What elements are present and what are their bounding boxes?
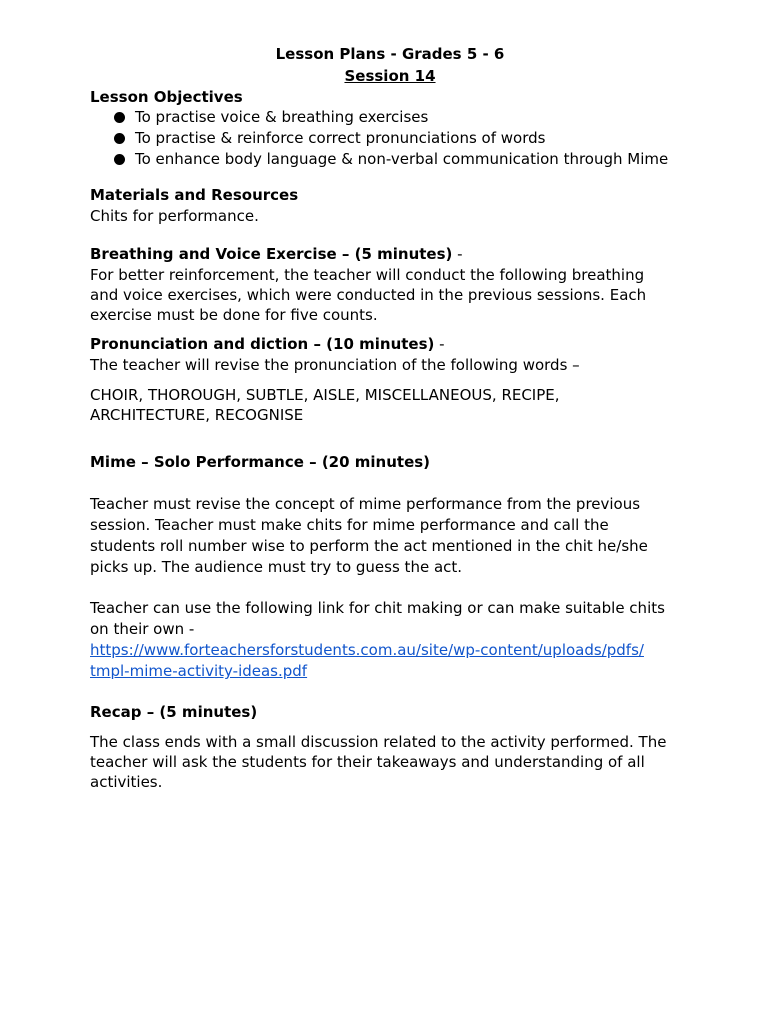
list-item: To enhance body language & non-verbal communication through Mime xyxy=(114,149,714,170)
bullet-icon xyxy=(114,133,125,144)
mime-text: Teacher must revise the concept of mime performance from the previous session. Teacher must make chits for mime performance and call the students roll number wise to perform the act mentioned in the chit he/she picks up. The audience must try to guess the act. xyxy=(90,495,648,576)
document-title: Lesson Plans - Grades 5 - 6 xyxy=(275,45,505,63)
pronunciation-text: The teacher will revise the pronunciation of the following words – xyxy=(90,356,580,374)
materials-text: Chits for performance. xyxy=(90,207,259,225)
word-list: CHOIR, THOROUGH, SUBTLE, AISLE, MISCELLANEOUS, RECIPE, ARCHITECTURE, RECOGNISE xyxy=(90,386,560,424)
objectives-list xyxy=(90,107,714,170)
session-title: Session 14 xyxy=(344,67,436,85)
breathing-heading: Breathing and Voice Exercise – (5 minutes) xyxy=(90,245,453,263)
list-item: To practise & reinforce correct pronunciations of words xyxy=(114,128,714,149)
pronunciation-suffix: - xyxy=(434,335,445,353)
list-item: To practise voice & breathing exercises xyxy=(114,107,714,128)
mime-activity-link-line-2[interactable]: tmpl-mime-activity-ideas.pdf xyxy=(90,662,308,680)
mime-activity-link-line-1[interactable]: https://www.forteachersforstudents.com.au/site/wp-content/uploads/pdfs/ xyxy=(90,641,644,659)
breathing-heading-line xyxy=(90,244,690,264)
breathing-suffix: - xyxy=(452,245,463,263)
objectives-heading: Lesson Objectives xyxy=(90,88,243,106)
link-intro: Teacher can use the following link for chit making or can make suitable chits on their own - xyxy=(90,599,665,638)
materials-heading: Materials and Resources xyxy=(90,186,299,204)
pronunciation-heading: Pronunciation and diction – (10 minutes) xyxy=(90,335,435,353)
bullet-icon xyxy=(114,154,125,165)
pronunciation-heading-line xyxy=(90,334,690,354)
mime-heading: Mime – Solo Performance – (20 minutes) xyxy=(90,453,431,471)
recap-heading: Recap – (5 minutes) xyxy=(90,703,258,721)
bullet-icon xyxy=(114,112,125,123)
breathing-text: For better reinforcement, the teacher will conduct the following breathing and voice exercises, which were conducted in the previous sessions. Each exercise must be done for five counts. xyxy=(90,266,647,324)
recap-text: The class ends with a small discussion related to the activity performed. The teacher will ask the students for their takeaways and understanding of all activities. xyxy=(90,733,667,791)
